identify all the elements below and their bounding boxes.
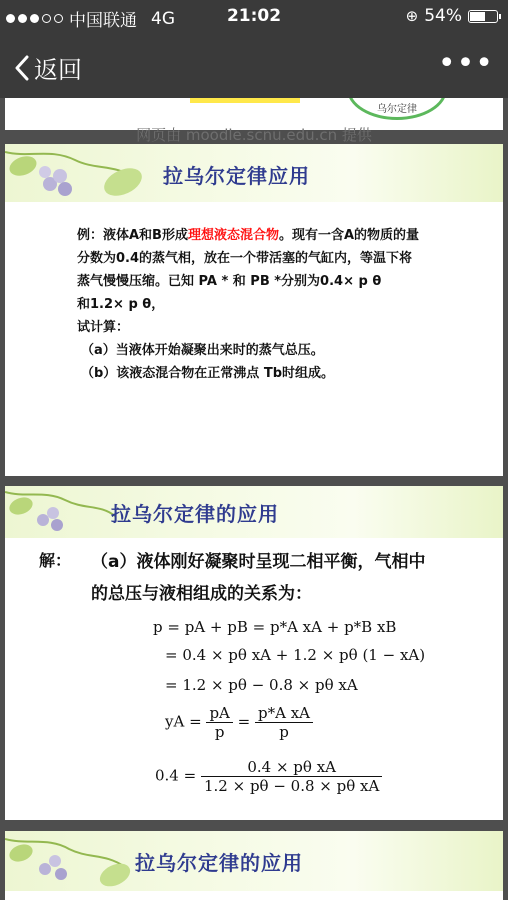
slide-example bbox=[5, 144, 503, 476]
example-line3: 蒸气慢慢压缩。已知 PA * 和 PB *分别为0.4× p θ bbox=[77, 274, 382, 289]
equation-4 bbox=[165, 704, 313, 741]
equation-5-lhs: 0.4 = bbox=[155, 766, 197, 785]
example-line4: 和1.2× p θ， bbox=[77, 297, 165, 312]
example-line1-suffix: 。现有一含A的物质的量 bbox=[279, 228, 420, 243]
equation-3: = 1.2 × pθ − 0.8 × pθ xA bbox=[165, 676, 358, 694]
vine-decoration-icon bbox=[5, 486, 125, 538]
solution-line1: （a）液体刚好凝聚时呈现二相平衡，气相中 bbox=[91, 552, 426, 572]
denominator: p bbox=[214, 723, 225, 741]
slide-next bbox=[5, 831, 503, 900]
app-header bbox=[0, 0, 508, 98]
equation-5 bbox=[155, 758, 382, 795]
solution-text bbox=[91, 546, 491, 610]
nav-bar bbox=[0, 40, 508, 96]
clock: 21:02 bbox=[226, 6, 282, 26]
circle-label: 乌尔定律 bbox=[347, 98, 447, 120]
battery-percent: 54% bbox=[424, 6, 462, 26]
example-text bbox=[77, 224, 477, 385]
example-line7: （b）该液态混合物在正常沸点 Tb时组成。 bbox=[81, 366, 335, 381]
yellow-highlight-bar bbox=[190, 98, 300, 103]
slide-banner bbox=[5, 486, 503, 538]
slide-title: 拉乌尔定律的应用 bbox=[135, 851, 303, 875]
numerator: p*A xA bbox=[255, 704, 313, 723]
back-label: 返回 bbox=[34, 56, 82, 84]
example-line6: （a）当液体开始凝聚出来时的蒸气总压。 bbox=[81, 343, 324, 358]
equals-sign: = bbox=[237, 712, 251, 731]
vine-decoration-icon bbox=[5, 831, 135, 891]
document-viewer[interactable] bbox=[0, 98, 508, 900]
status-bar bbox=[0, 0, 508, 34]
back-button[interactable] bbox=[14, 50, 82, 85]
network-type: 4G bbox=[151, 8, 175, 29]
equation-4-lhs: yA = bbox=[165, 712, 202, 731]
equation-1: p = pA + pB = p*A xA + p*B xB bbox=[153, 618, 397, 636]
watermark: 网页由 moodle.scnu.edu.cn 提供 bbox=[136, 126, 372, 144]
slide-banner bbox=[5, 831, 503, 891]
solution-line2: 的总压与液相组成的关系为： bbox=[91, 584, 312, 604]
fraction bbox=[206, 704, 232, 741]
slide-solution bbox=[5, 486, 503, 820]
battery-icon bbox=[468, 10, 498, 23]
highlight-text: 理想液态混合物 bbox=[187, 228, 279, 243]
slide-title: 拉乌尔定律应用 bbox=[163, 164, 310, 188]
more-options-button[interactable]: ••• bbox=[437, 46, 494, 81]
example-line5: 试计算： bbox=[77, 320, 130, 335]
denominator: p bbox=[279, 723, 289, 741]
example-line2: 分数为0.4的蒸气相，放在一个带活塞的气缸内，等温下将 bbox=[77, 251, 413, 266]
numerator: 0.4 × pθ xA bbox=[201, 758, 382, 777]
chevron-left-icon bbox=[14, 55, 30, 81]
vine-decoration-icon bbox=[5, 144, 165, 202]
example-line1-prefix: 例：液体A和B形成 bbox=[77, 228, 188, 243]
solution-label: 解： bbox=[39, 551, 72, 570]
carrier-name: 中国联通 bbox=[69, 11, 137, 31]
equation-2: = 0.4 × pθ xA + 1.2 × pθ (1 − xA) bbox=[165, 646, 426, 664]
rotation-lock-icon: ⊕ bbox=[405, 7, 419, 25]
slide-title: 拉乌尔定律的应用 bbox=[111, 502, 279, 526]
fraction bbox=[201, 758, 382, 795]
fraction bbox=[255, 704, 313, 741]
slide-banner bbox=[5, 144, 503, 202]
numerator: pA bbox=[206, 704, 232, 723]
denominator: 1.2 × pθ − 0.8 × pθ xA bbox=[203, 777, 380, 795]
